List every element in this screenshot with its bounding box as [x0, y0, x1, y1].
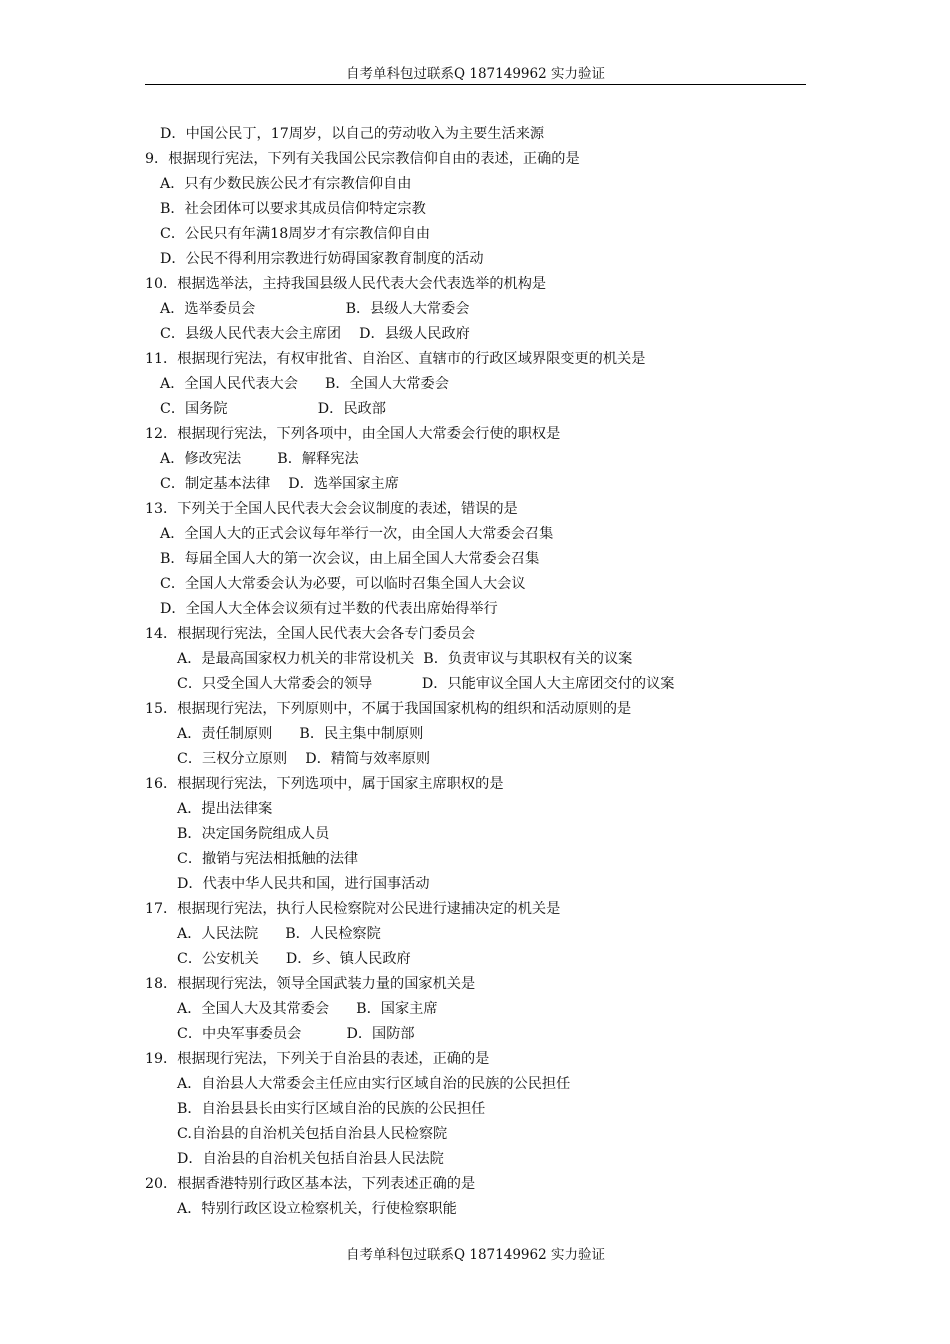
- option-line: B．每届全国人大的第一次会议，由上届全国人大常委会召集: [160, 551, 540, 567]
- question-line: 15．根据现行宪法，下列原则中，不属于我国国家机构的组织和活动原则的是: [145, 701, 632, 717]
- option-line: C．国务院 D．民政部: [160, 401, 386, 417]
- option-line: C．只受全国人大常委会的领导 D．只能审议全国人大主席团交付的议案: [177, 676, 675, 692]
- option-line: C.自治县的自治机关包括自治县人民检察院: [177, 1126, 448, 1142]
- question-line: 20．根据香港特别行政区基本法，下列表述正确的是: [145, 1176, 476, 1192]
- option-line: A．只有少数民族公民才有宗教信仰自由: [160, 176, 412, 192]
- option-line: B．自治县县长由实行区域自治的民族的公民担任: [177, 1101, 486, 1117]
- question-line: 14．根据现行宪法，全国人民代表大会各专门委员会: [145, 626, 476, 642]
- option-line: D．公民不得利用宗教进行妨碍国家教育制度的活动: [160, 251, 484, 267]
- option-line: C．全国人大常委会认为必要，可以临时召集全国人大会议: [160, 576, 526, 592]
- question-line: 19．根据现行宪法，下列关于自治县的表述，正确的是: [145, 1051, 490, 1067]
- option-line: A．提出法律案: [177, 801, 273, 817]
- question-line: 13．下列关于全国人民代表大会会议制度的表述，错误的是: [145, 501, 518, 517]
- question-line: 18．根据现行宪法，领导全国武装力量的国家机关是: [145, 976, 476, 992]
- option-line: A．选举委员会 B．县级人大常委会: [160, 301, 470, 317]
- option-line: A．自治县人大常委会主任应由实行区域自治的民族的公民担任: [177, 1076, 571, 1092]
- option-line: D．自治县的自治机关包括自治县人民法院: [177, 1151, 444, 1167]
- option-line: C．公安机关 D．乡、镇人民政府: [177, 951, 411, 967]
- option-line: A．全国人大及其常委会 B．国家主席: [177, 1001, 438, 1017]
- option-line: A．人民法院 B．人民检察院: [177, 926, 381, 942]
- option-line: C．县级人民代表大会主席团 D．县级人民政府: [160, 326, 470, 342]
- option-line: A．是最高国家权力机关的非常设机关 B．负责审议与其职权有关的议案: [177, 651, 633, 667]
- option-line: B．决定国务院组成人员: [177, 826, 330, 842]
- page-header: 自考单科包过联系Q 187149962 实力验证: [346, 66, 605, 82]
- option-line: A．修改宪法 B．解释宪法: [160, 451, 359, 467]
- option-line: A．全国人民代表大会 B．全国人大常委会: [160, 376, 449, 392]
- header-divider: [145, 84, 806, 85]
- option-line: C．三权分立原则 D．精简与效率原则: [177, 751, 431, 767]
- option-line: D．全国人大全体会议须有过半数的代表出席始得举行: [160, 601, 498, 617]
- question-line: 9．根据现行宪法，下列有关我国公民宗教信仰自由的表述，正确的是: [145, 151, 580, 167]
- option-line: D．代表中华人民共和国，进行国事活动: [177, 876, 430, 892]
- option-line: D．中国公民丁，17周岁，以自己的劳动收入为主要生活来源: [160, 126, 545, 142]
- question-line: 16．根据现行宪法，下列选项中，属于国家主席职权的是: [145, 776, 504, 792]
- option-line: A．全国人大的正式会议每年举行一次，由全国人大常委会召集: [160, 526, 554, 542]
- option-line: C．撤销与宪法相抵触的法律: [177, 851, 359, 867]
- option-line: C．公民只有年满18周岁才有宗教信仰自由: [160, 226, 431, 242]
- option-line: A．责任制原则 B．民主集中制原则: [177, 726, 424, 742]
- option-line: C．中央军事委员会 D．国防部: [177, 1026, 415, 1042]
- question-line: 10．根据选举法，主持我国县级人民代表大会代表选举的机构是: [145, 276, 547, 292]
- page-footer: 自考单科包过联系Q 187149962 实力验证: [346, 1247, 605, 1263]
- question-line: 12．根据现行宪法，下列各项中，由全国人大常委会行使的职权是: [145, 426, 561, 442]
- question-line: 11．根据现行宪法，有权审批省、自治区、直辖市的行政区域界限变更的机关是: [145, 351, 646, 367]
- question-line: 17．根据现行宪法，执行人民检察院对公民进行逮捕决定的机关是: [145, 901, 561, 917]
- option-line: B．社会团体可以要求其成员信仰特定宗教: [160, 201, 426, 217]
- option-line: C．制定基本法律 D．选举国家主席: [160, 476, 399, 492]
- option-line: A．特别行政区设立检察机关，行使检察职能: [177, 1201, 457, 1217]
